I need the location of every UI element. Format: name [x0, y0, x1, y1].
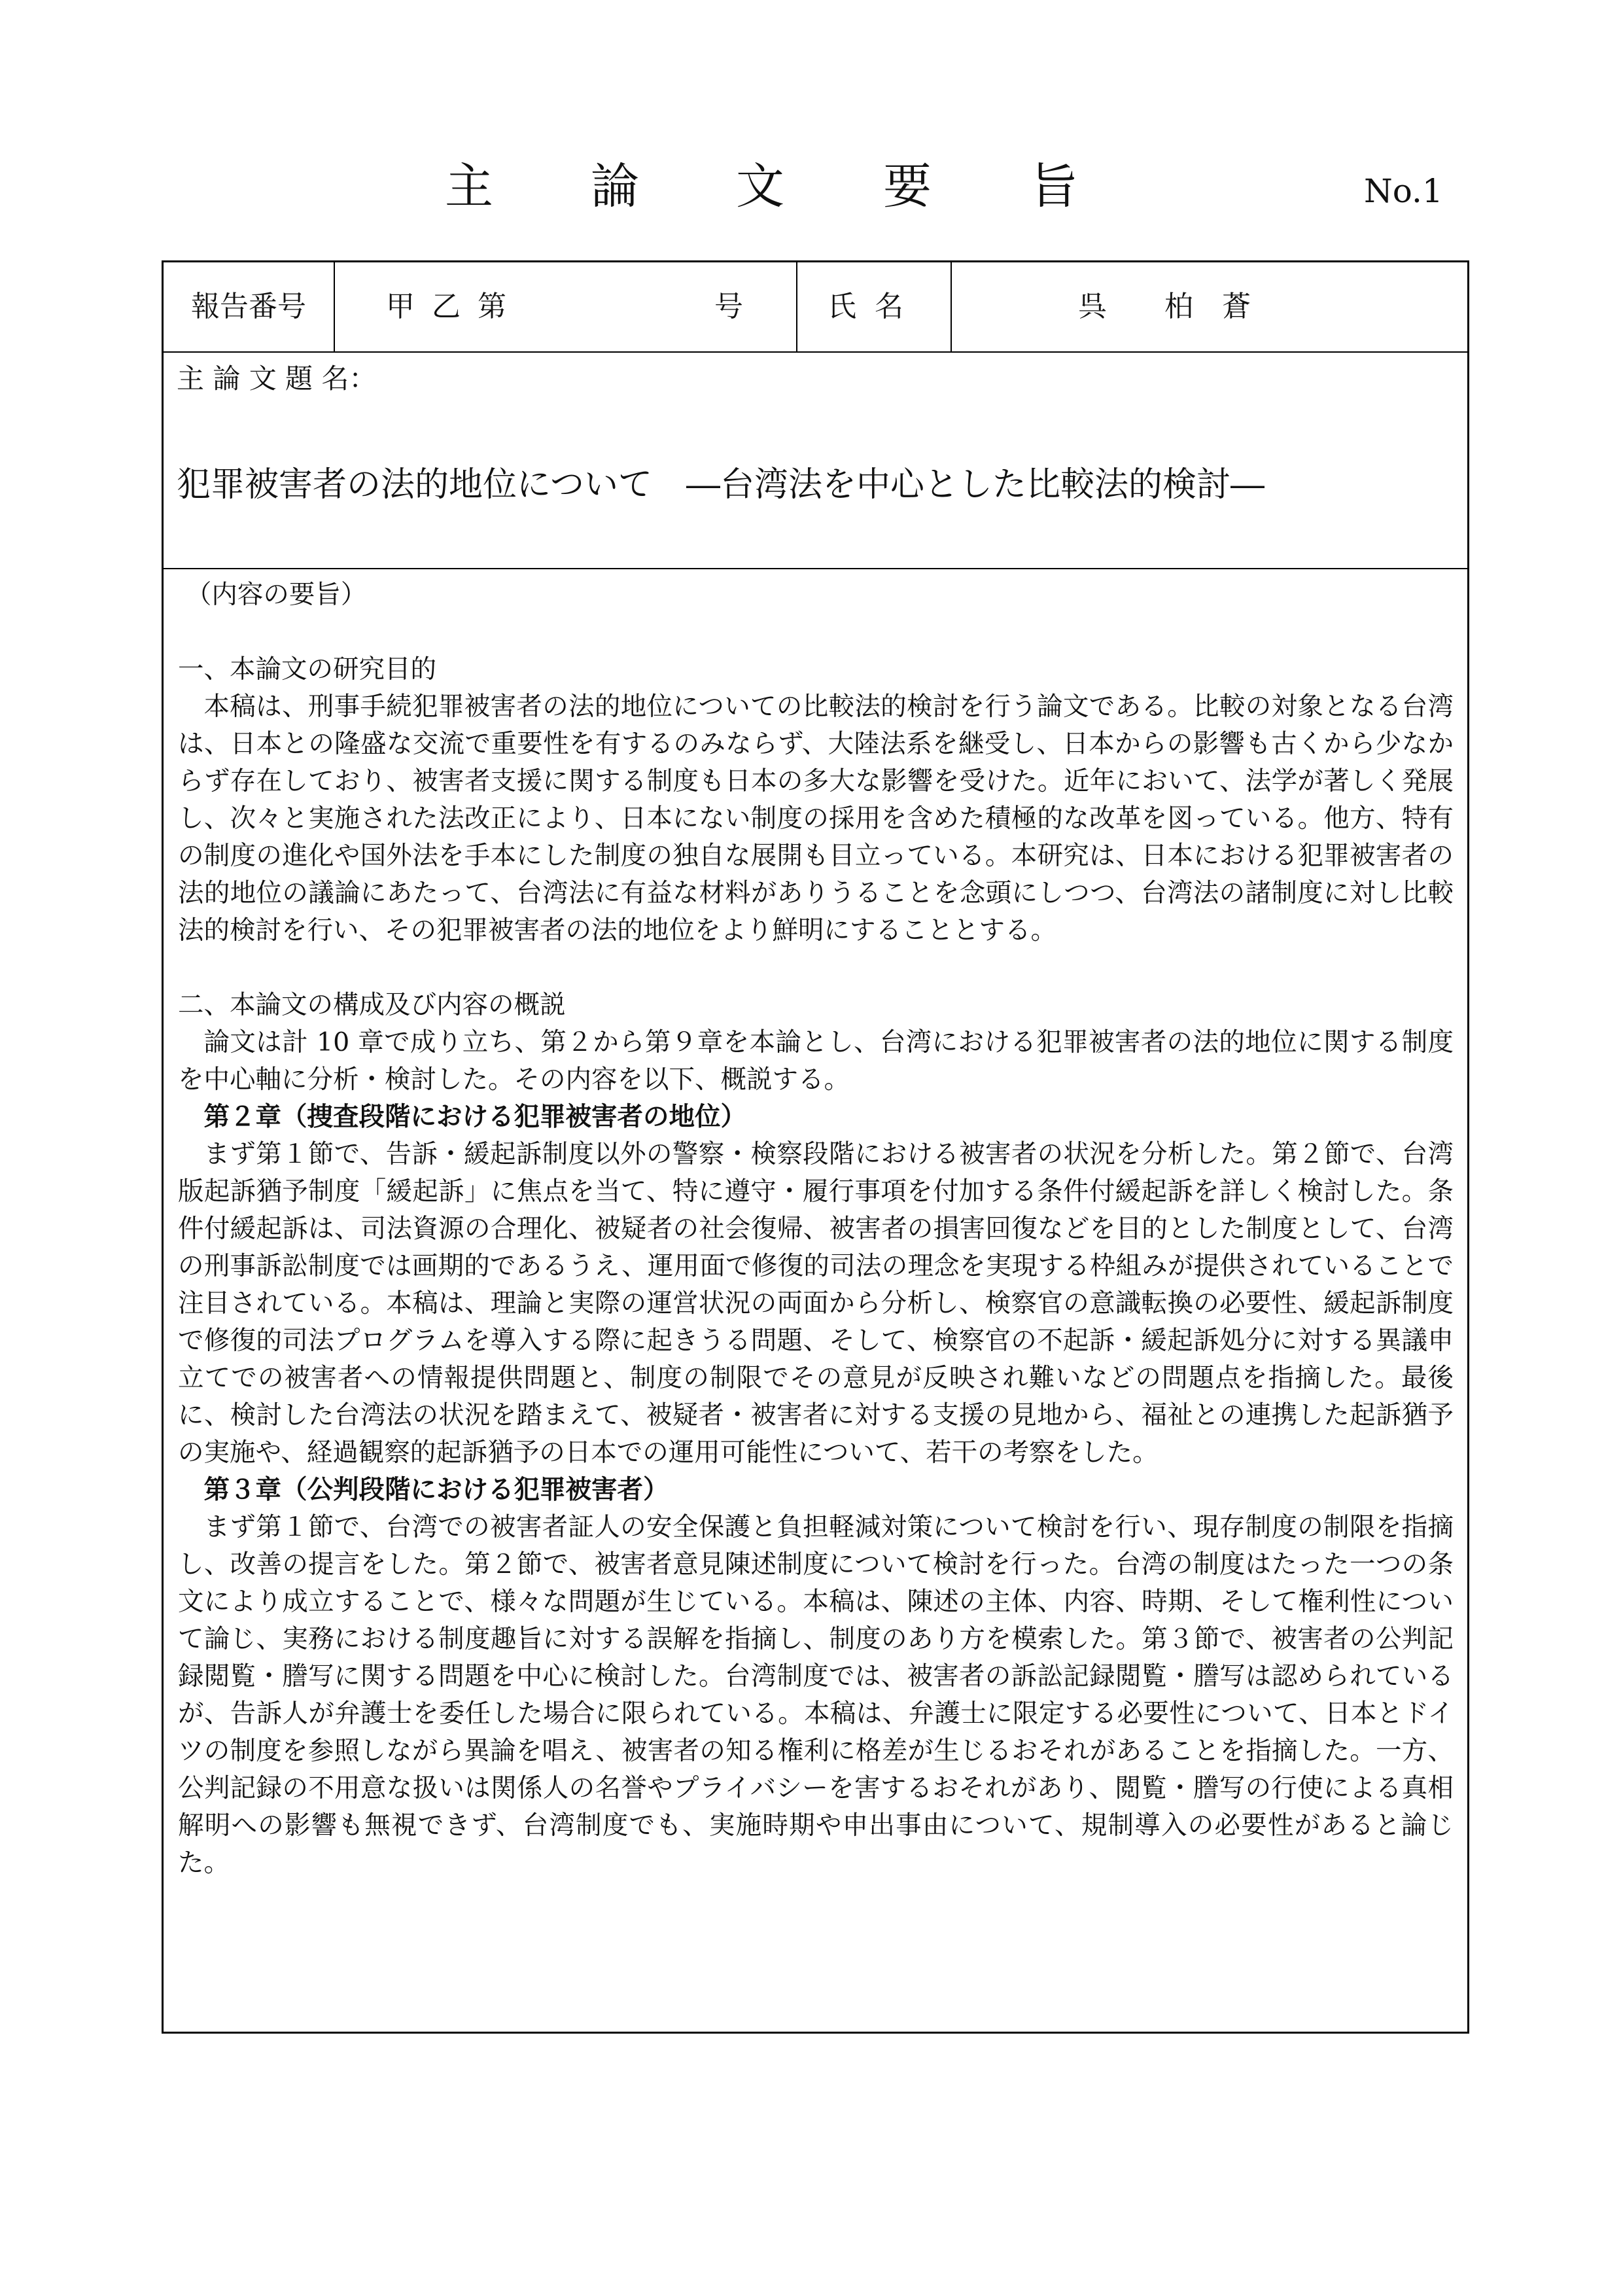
author-name: 呉 柏 蒼: [1078, 290, 1251, 323]
title-char: 旨: [1030, 158, 1078, 215]
chapter-paragraph: まず第１節で、台湾での被害者証人の安全保護と負担軽減対策について検討を行い、現存制度の制限を指摘し、改善の提言をした。第２節で、被害者意見陳述制度について検討を行った。台湾の制度はたった一つの条文により成立することで、様々な問題が生じている。本稿は、陳述の主体、内容、時期、そして権利性について論じ、実務における制度趣旨に対する誤解を指摘し、制度のあり方を模索した。第３節で、被害者の公判記録閲覧・謄写に関する問題を中心に検討した。台湾制度では、被害者の訴訟記録閲覧・謄写は認められているが、告訴人が弁護士を委任した場合に限られている。本稿は、弁護士に限定する必要性について、日本とドイツの制度を参照しながら異論を唱え、被害者の知る権利に格差が生じるおそれがあることを指摘した。一方、公判記録の不用意な扱いは関係人の名誉やプライバシーを害するおそれがあり、閲覧・謄写の行使による真相解明への影響も無視できず、台湾制度でも、実施時期や申出事由について、規制導入の必要性があると論じた。: [178, 1512, 1454, 1878]
section-paragraph: 論文は計 10 章で成り立ち、第２から第９章を本論とし、台湾における犯罪被害者の法的地位に関する制度を中心軸に分析・検討した。その内容を以下、概説する。: [178, 1027, 1454, 1095]
page-number: No.1: [1364, 172, 1443, 210]
summary-label: （内容の要旨）: [185, 580, 367, 610]
row-divider: [164, 351, 1467, 353]
divider: [951, 262, 952, 351]
report-number-prefix: 甲 乙 第: [386, 290, 510, 323]
divider: [796, 262, 797, 351]
report-number-label: 報告番号: [191, 290, 306, 323]
title-char: 主: [445, 158, 493, 215]
summary-body: [178, 576, 1454, 1882]
report-number-suffix: 号: [714, 290, 743, 323]
thesis-title: 犯罪被害者の法的地位について ―台湾法を中心とした比較法的検討―: [177, 465, 1265, 504]
chapter-heading: 第２章（捜査段階における犯罪被害者の地位）: [203, 1102, 746, 1132]
section-heading: 二、本論文の構成及び内容の概説: [178, 990, 566, 1020]
title-char: 要: [883, 158, 932, 215]
chapter-heading: 第３章（公判段階における犯罪被害者）: [203, 1475, 669, 1505]
section-heading: 一、本論文の研究目的: [178, 654, 436, 684]
title-char: 文: [736, 158, 784, 215]
thesis-title-label: 主 論 文 題 名：: [177, 362, 377, 395]
chapter-paragraph: まず第１節で、告訴・緩起訴制度以外の警察・検察段階における被害者の状況を分析した。第２節で、台湾版起訴猶予制度「緩起訴」に焦点を当て、特に遵守・履行事項を付加する条件付緩起訴を詳しく検討した。条件付緩起訴は、司法資源の合理化、被疑者の社会復帰、被害者の損害回復などを目的とした制度として、台湾の刑事訴訟制度では画期的であるうえ、運用面で修復的司法の理念を実現する枠組みが提供されていることで注目されている。本稿は、理論と実際の運営状況の両面から分析し、検察官の意識転換の必要性、緩起訴制度で修復的司法プログラムを導入する際に起きうる問題、そして、検察官の不起訴・緩起訴処分に対する異議申立てでの被害者への情報提供問題と、制度の制限でその意見が反映され難いなどの問題点を指摘した。最後に、検討した台湾法の状況を踏まえて、被疑者・被害者に対する支援の見地から、福祉との連携した起訴猶予の実施や、経過観察的起訴猶予の日本での運用可能性について、若干の考察をした。: [178, 1139, 1454, 1468]
row-divider: [164, 568, 1467, 569]
name-label: 氏 名: [828, 290, 903, 323]
section-paragraph: 本稿は、刑事手続犯罪被害者の法的地位についての比較法的検討を行う論文である。比較の対象となる台湾は、日本との隆盛な交流で重要性を有するのみならず、大陸法系を継受し、日本からの影響も古くから少なからず存在しており、被害者支援に関する制度も日本の多大な影響を受けた。近年において、法学が著しく発展し、次々と実施された法改正により、日本にない制度の採用を含めた積極的な改革を図っている。他方、特有の制度の進化や国外法を手本にした制度の独自な展開も目立っている。本研究は、日本における犯罪被害者の法的地位の議論にあたって、台湾法に有益な材料がありうることを念頭にしつつ、台湾法の諸制度に対し比較法的検討を行い、その犯罪被害者の法的地位をより鮮明にすることとする。: [178, 692, 1454, 945]
divider: [334, 262, 335, 351]
summary-form: [162, 260, 1469, 2034]
title-char: 論: [591, 158, 639, 215]
